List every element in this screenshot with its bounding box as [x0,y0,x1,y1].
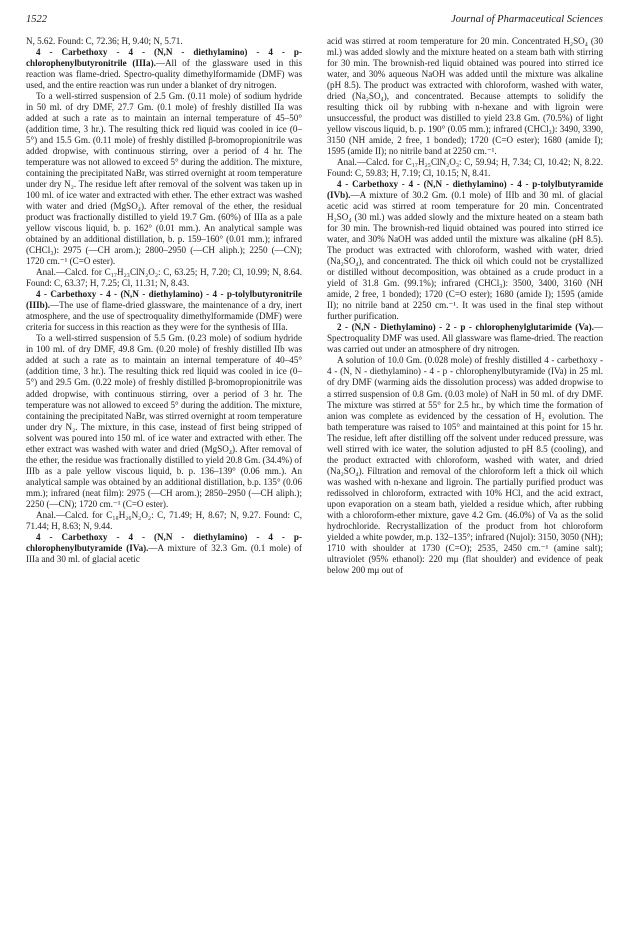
compound-section-paragraph [26,289,302,333]
compound-section-paragraph [26,532,302,565]
compound-heading: 4 - Carbethoxy - 4 - (N,N - diethylamino) - 4 - p-tolylbutyronitrile (IIIb). [26,289,302,311]
paragraph [26,333,302,509]
compound-heading: 4 - Carbethoxy - 4 - (N,N - diethylamino) - 4 - p-chlorophenylbutyramide (IVa). [26,531,302,553]
paragraph [327,355,603,575]
paragraph-text: Anal.—Calcd. for C₁₈H₂₆N₂O₂: C, 71.49; H, 8.67; N, 9.27. Found: C, 71.44; H, 8.63; N, 9.44. [26,509,302,531]
paragraph [26,267,302,289]
paragraph-text: —All of the glassware used in this reaction was flame-dried. Spectro-quality dimethylformamide (DMF) was used, and the entire reaction was run under a blanket of dry nitrogen. [26,58,302,91]
paragraph-text: —A mixture of 32.3 Gm. (0.1 mole) of IIIa and 30 ml. of glacial acetic [26,542,302,564]
paragraph-text: Anal.—Calcd. for C₁₇H₂₃ClN₂O₂: C, 63.25; H, 7.20; Cl, 10.99; N, 8.64. Found: C, 63.37; H, 7.25; Cl, 11.31; N, 8.43. [26,267,302,289]
compound-heading: 4 - Carbethoxy - 4 - (N,N - diethylamino) - 4 - p-tolylbutyramide (IVb). [327,179,603,201]
compound-section-paragraph [327,179,603,322]
paragraph-continuation [26,36,302,47]
paragraph-text: Anal.—Calcd. for C₁₇H₂₅ClN₂O₃: C, 59.94; H, 7.34; Cl, 10.42; N, 8.22. Found: C, 59.83; H, 7.19; Cl, 10.15; N, 8.41. [327,157,603,179]
page-header [26,14,603,30]
paragraph-text: —The use of flame-dried glassware, the maintenance of a dry, inert atmosphere, and the use of spectroquality dimethylformamide (DMF) were criteria for success in this reaction as they were for the synthesis of IIIa. [26,300,302,333]
paragraph-text: acid was stirred at room temperature for 20 min. Concentrated H₂SO₄ (30 ml.) was added slowly and the mixture heated on a steam bath with stirring for 30 min. The brownish-red liquid obtained was poured into stirred ice water, and 30% aqueous NaOH was added until the mixture was alkaline (pH 8.5). The product was extracted with chloroform, washed with water, dried (Na₂SO₄), and concentrated. Because attempts to solidify the resulting thick oil by rubbing with n-hexane and with ligroin were unsuccessful, the product was distilled to yield 23.8 Gm. (70.5%) of light yellow viscous liquid, b. p. 190° (0.05 mm.); infrared (CHCl₃): 3490, 3390, 3150 (NH amide, 2 free, 1 bonded); 1720 (C=O ester); 1680 (amide I); 1595 (amide II); no nitrile band at 2250 cm.⁻¹. [327,36,603,157]
paragraph-text: —Spectroquality DMF was used. All glassware was flame-dried. The reaction was carried out under an atmosphere of dry nitrogen. [327,322,603,355]
journal-title: Journal of Pharmaceutical Sciences [451,14,603,25]
right-text-column [327,36,603,930]
paragraph-text: To a well-stirred suspension of 5.5 Gm. (0.23 mole) of sodium hydride in 100 ml. of dry DMF, 49.8 Gm. (0.20 mole) of freshly distilled IIb was added at such a rate as to maintain an internal temperature of 40–45° (addition time, 3 hr.). The resulting thick red liquid was cooled in ice (0–5°) and 29.5 Gm. (0.22 mole) of freshly distilled β-bromopropionitrile was added dropwise, with continuous stirring, over a period of 3 hr. The temperature was not allowed to exceed 5° during the addition. The mixture, containing the precipitated NaBr, was stirred overnight at room temperature under dry N₂. The mixture, in this case, instead of first being stripped of solvent was poured into 150 ml. of ice water and extracted with ether. The ether extract was washed with water and dried (MgSO₄). After removal of the ether, the residue was fractionally distilled to yield 20.8 Gm. (34.4%) of IIIb as a pale yellow viscous liquid, b. p. 136–139° (0.06 mm.). An analytical sample was obtained by an additional distillation, b.p. 135° (0.06 mm.); infrared (neat film): 2975 (—CH arom.); 2850–2950 (—CH aliph.); 2250 (—CN); 1720 cm.⁻¹ (C=O ester). [26,333,302,509]
paragraph [26,91,302,267]
compound-heading: 4 - Carbethoxy - 4 - (N,N - diethylamino) - 4 - p-chlorophenylbutyronitrile (IIIa). [26,47,302,69]
compound-heading: 2 - (N,N - Diethylamino) - 2 - p - chlorophenylglutarimide (Va). [337,322,594,333]
paragraph-text: N, 5.62. Found: C, 72.36; H, 9.40; N, 5.71. [26,36,183,46]
paragraph-text: To a well-stirred suspension of 2.5 Gm. (0.11 mole) of sodium hydride in 50 ml. of dry DMF, 27.7 Gm. (0.1 mole) of freshly distilled IIa was added at such a rate as to maintain an internal temperature of 45–50° (addition time, 3 hr.). The resulting thick red liquid was cooled in ice (0–5°) and 15.5 Gm. (0.11 mole) of freshly distilled β-bromopropionitrile was added dropwise, with continuous stirring, over a period of 4 hr. The temperature was not allowed to exceed 5° during the addition. The mixture, containing the precipitated NaBr, was stirred overnight at room temperature under dry N₂. The residue left after removal of the solvent was taken up in 100 ml. of ice water and extracted with ether. The ether extract was washed with water and dried (MgSO₄). After removal of the ether, the residual product was fractionally distilled to yield 19.7 Gm. (60%) of IIIa as a pale yellow viscous liquid, b. p. 162° (0.01 mm.). An analytical sample was obtained by an additional distillation, b. p. 159–160° (0.01 mm.); infrared (CHCl₃): 2975 (—CH arom.); 2800–2950 (—CH aliph.); 2250 (—CN); 1720 cm.⁻¹ (C=O ester). [26,91,302,267]
paragraph-continuation [327,36,603,157]
paragraph [327,157,603,179]
page-number: 1522 [26,14,47,25]
paragraph-text: A solution of 10.0 Gm. (0.028 mole) of freshly distilled 4 - carbethoxy - 4 - (N, N - diethylamino) - 4 - p - chlorophenylbutyramide (IVa) in 25 ml. of dry DMF (warming aids the dissolution process) was added dropwise to a stirred suspension of 0.8 Gm. (0.03 mole) of NaH in 50 ml. of dry DMF. The mixture was stirred at 55° for 2.5 hr., by which time the formation of anion was complete as evidenced by the cessation of H₂ evolution. The bath temperature was raised to 105° and maintained at this point for 15 hr. The residue, left after distilling off the solvent under reduced pressure, was well stirred with ice water, the solution adjusted to pH 8.5 (cooling), and the product extracted with chloroform, washed with water, and dried (Na₂SO₄). Filtration and removal of the chloroform left a thick oil which was washed with n-hexane and ligroin. The partially purified product was redissolved in chloroform, extracted with 10% HCl, and the acid extract, upon evaporation on a steam bath, yielded a residue which, after rubbing with a chloroform-ether mixture, gave 4.2 Gm. (46.0%) of Va as the solid hydrochloride. Recrystallization of the product from hot chloroform yielded a white powder, m.p. 132–135°; infrared (Nujol): 3150, 3050 (NH); 1710 with shoulder at 1730 (C=O); 2535, 2450 cm.⁻¹ (amine salt); ultraviolet (95% ethanol): 220 mμ (flat shoulder) and evidence of peak below 200 mμ out of [327,355,603,575]
compound-section-paragraph [327,322,603,355]
compound-section-paragraph [26,47,302,91]
left-text-column [26,36,302,930]
paragraph-text: —A mixture of 30.2 Gm. (0.1 mole) of IIIb and 30 ml. of glacial acetic acid was stirred at room temperature for 20 min. Concentrated H₂SO₄ (30 ml.) was added slowly and the mixture heated on a steam bath for 30 min. The brownish-red liquid obtained was poured into stirred ice water, and 30% NaOH was added until the mixture was alkaline (pH 8.5). The product was extracted with chloroform, washed with water, dried (Na₂SO₄), and concentrated. The thick oil which could not be crystallized or distilled without decomposition, was obtained as a crude product in a yield of 31.8 Gm. (99.1%); infrared (CHCl₃): 3500, 3400, 3160 (NH amide, 2 free, 1 bonded); 1720 (C=O ester); 1680 (amide I); 1595 (amide II); no nitrile band at 2250 cm.⁻¹. It was used in the final step without further purification. [327,190,603,322]
paragraph [26,510,302,532]
